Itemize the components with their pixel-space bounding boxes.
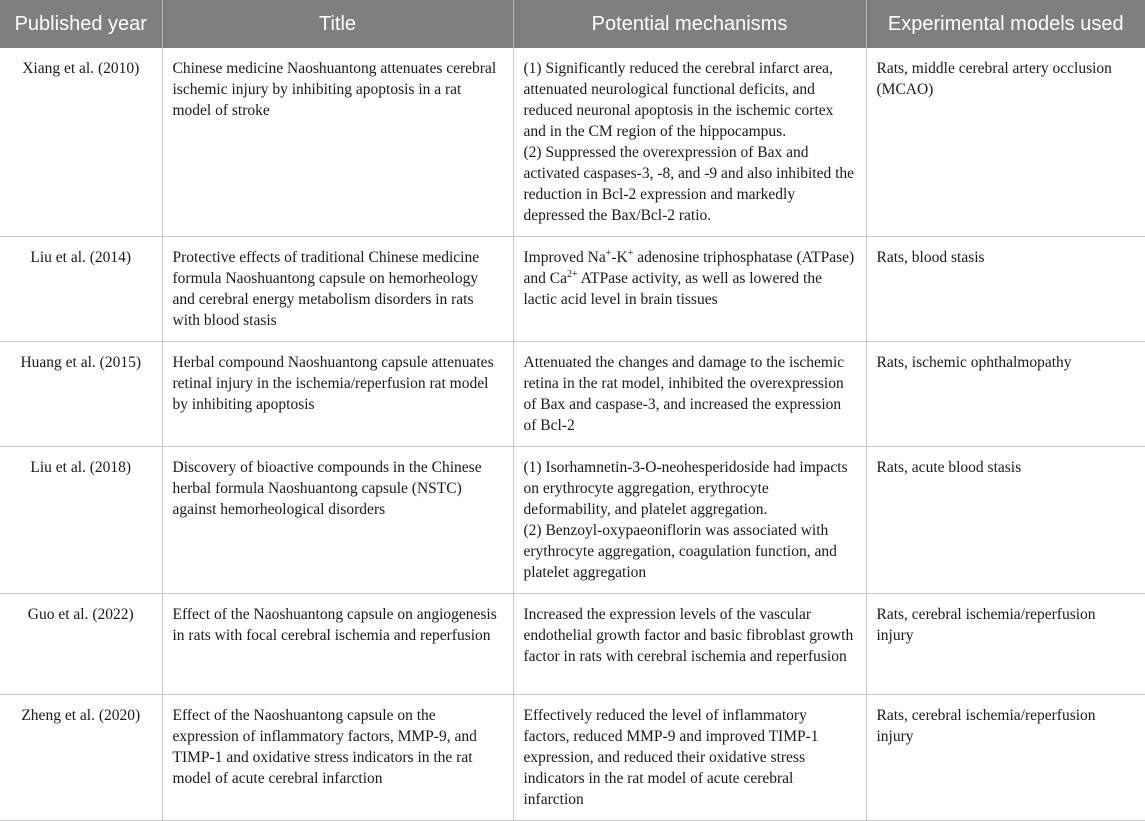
superscript: 2+: [566, 268, 578, 280]
cell-title: Effect of the Naoshuantong capsule on the expression of inflammatory factors, MMP-9, and TIMP-1 and oxidative stress indicators in the rat model of acute cerebral infarction: [162, 695, 513, 821]
header-row: [0, 0, 1145, 48]
mechanism-item: Effectively reduced the level of inflammatory factors, reduced MMP-9 and improved TIMP-1 expression, and reduced their oxidative stress indicators in the rat model of acute cerebral infarction: [523, 707, 819, 808]
table-row: [0, 342, 1145, 447]
cell-models: Rats, blood stasis: [866, 237, 1145, 342]
cell-title: Protective effects of traditional Chinese medicine formula Naoshuantong capsule on hemorheology and cerebral energy metabolism disorders in rats with blood stasis: [162, 237, 513, 342]
cell-title: Chinese medicine Naoshuantong attenuates cerebral ischemic injury by inhibiting apoptosis in a rat model of stroke: [162, 48, 513, 237]
cell-mechanisms: [513, 48, 866, 237]
cell-mechanisms: [513, 237, 866, 342]
mechanism-item: Increased the expression levels of the vascular endothelial growth factor and basic fibroblast growth factor in rats with cerebral ischemia and reperfusion: [523, 606, 854, 665]
mechanism-text: Improved Na: [523, 249, 606, 266]
mechanism-item: (2) Benzoyl-oxypaeoniflorin was associated with erythrocyte aggregation, coagulation function, and platelet aggregation: [523, 522, 837, 581]
superscript: +: [605, 247, 612, 259]
cell-models: Rats, cerebral ischemia/reperfusion injury: [866, 594, 1145, 695]
table-row: [0, 594, 1145, 695]
header-potential-mechanisms: Potential mechanisms: [513, 0, 866, 48]
mechanism-text: -K: [611, 249, 628, 266]
mechanism-text: adenosine triphosphatase (ATPase) and Ca: [523, 249, 855, 287]
cell-models: Rats, acute blood stasis: [866, 447, 1145, 594]
mechanism-item: (1) Significantly reduced the cerebral infarct area, attenuated neurological functional deficits, and reduced neuronal apoptosis in the ischemic cortex and in the CM region of the hippocampus.: [523, 60, 834, 140]
table-row: [0, 695, 1145, 821]
cell-models: Rats, middle cerebral artery occlusion (MCAO): [866, 48, 1145, 237]
cell-published-year: Guo et al. (2022): [0, 594, 162, 695]
cell-mechanisms: [513, 594, 866, 695]
mechanism-item: Attenuated the changes and damage to the ischemic retina in the rat model, inhibited the overexpression of Bax and caspase-3, and increased the expression of Bcl-2: [523, 354, 845, 434]
cell-models: Rats, ischemic ophthalmopathy: [866, 342, 1145, 447]
mechanism-item: (1) Isorhamnetin-3-O-neohesperidoside had impacts on erythrocyte aggregation, erythrocyte deformability, and platelet aggregation.: [523, 459, 848, 518]
table-body: [0, 48, 1145, 821]
table-row: [0, 237, 1145, 342]
cell-title: Effect of the Naoshuantong capsule on angiogenesis in rats with focal cerebral ischemia and reperfusion: [162, 594, 513, 695]
cell-models: Rats, cerebral ischemia/reperfusion injury: [866, 695, 1145, 821]
header-published-year: Published year: [0, 0, 162, 48]
header-title: Title: [162, 0, 513, 48]
cell-mechanisms: [513, 447, 866, 594]
table-header: [0, 0, 1145, 48]
table-row: [0, 48, 1145, 237]
cell-title: Discovery of bioactive compounds in the Chinese herbal formula Naoshuantong capsule (NSTC) against hemorheological disorders: [162, 447, 513, 594]
cell-published-year: Xiang et al. (2010): [0, 48, 162, 237]
table-row: [0, 447, 1145, 594]
cell-published-year: Huang et al. (2015): [0, 342, 162, 447]
cell-mechanisms: [513, 695, 866, 821]
mechanism-item: (2) Suppressed the overexpression of Bax and activated caspases-3, -8, and -9 and also inhibited the reduction in Bcl-2 expression and markedly depressed the Bax/Bcl-2 ratio.: [523, 144, 855, 224]
cell-published-year: Zheng et al. (2020): [0, 695, 162, 821]
mechanism-text: ATPase activity, as well as lowered the lactic acid level in brain tissues: [523, 270, 822, 308]
cell-published-year: Liu et al. (2018): [0, 447, 162, 594]
header-experimental-models: Experimental models used: [866, 0, 1145, 48]
cell-published-year: Liu et al. (2014): [0, 237, 162, 342]
cell-mechanisms: [513, 342, 866, 447]
superscript: +: [627, 247, 634, 259]
cell-title: Herbal compound Naoshuantong capsule attenuates retinal injury in the ischemia/reperfusion rat model by inhibiting apoptosis: [162, 342, 513, 447]
